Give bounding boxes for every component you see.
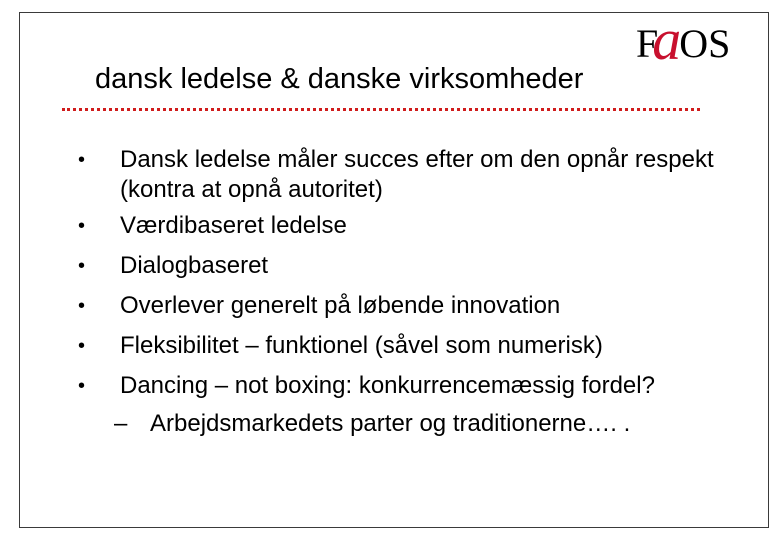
- bullet-text: Fleksibilitet – funktionel (såvel som numerisk): [120, 332, 603, 359]
- logo-letter-a: a: [652, 7, 682, 72]
- bullet-text: Dansk ledelse måler succes efter om den opnår respekt (kontra at opnå autoritet): [120, 146, 714, 203]
- bullet-marker: •: [78, 149, 86, 171]
- bullet-marker: •: [78, 375, 86, 397]
- bullet-text: Værdibaseret ledelse: [120, 212, 347, 239]
- bullet-marker: •: [78, 255, 86, 277]
- bullet-item: [70, 371, 760, 401]
- sub-bullet-marker: –: [114, 410, 128, 437]
- bullet-text: Dialogbaseret: [120, 252, 269, 279]
- bullet-item: [70, 145, 760, 205]
- bullet-item: [70, 331, 760, 361]
- sub-bullet-text: Arbejdsmarkedets parter og traditionerne…. .: [150, 410, 631, 437]
- slide-title: dansk ledelse & danske virksomheder: [95, 63, 584, 95]
- title-divider: [62, 108, 700, 111]
- slide: [19, 7, 769, 528]
- faos-logo: [636, 7, 731, 72]
- bullet-item: [70, 251, 760, 281]
- logo-letter-f: F: [636, 21, 659, 66]
- bullet-text: Overlever generelt på løbende innovation: [120, 292, 561, 319]
- bullet-marker: •: [78, 215, 86, 237]
- bullet-marker: •: [78, 335, 86, 357]
- bullet-item: [70, 211, 760, 241]
- bullet-text: Dancing – not boxing: konkurrencemæssig fordel?: [120, 372, 655, 399]
- bullet-marker: •: [78, 295, 86, 317]
- bullet-item: [70, 291, 760, 321]
- logo-letters-os: OS: [679, 21, 731, 66]
- bullet-list: [70, 145, 760, 439]
- sub-bullet-item: [70, 409, 760, 439]
